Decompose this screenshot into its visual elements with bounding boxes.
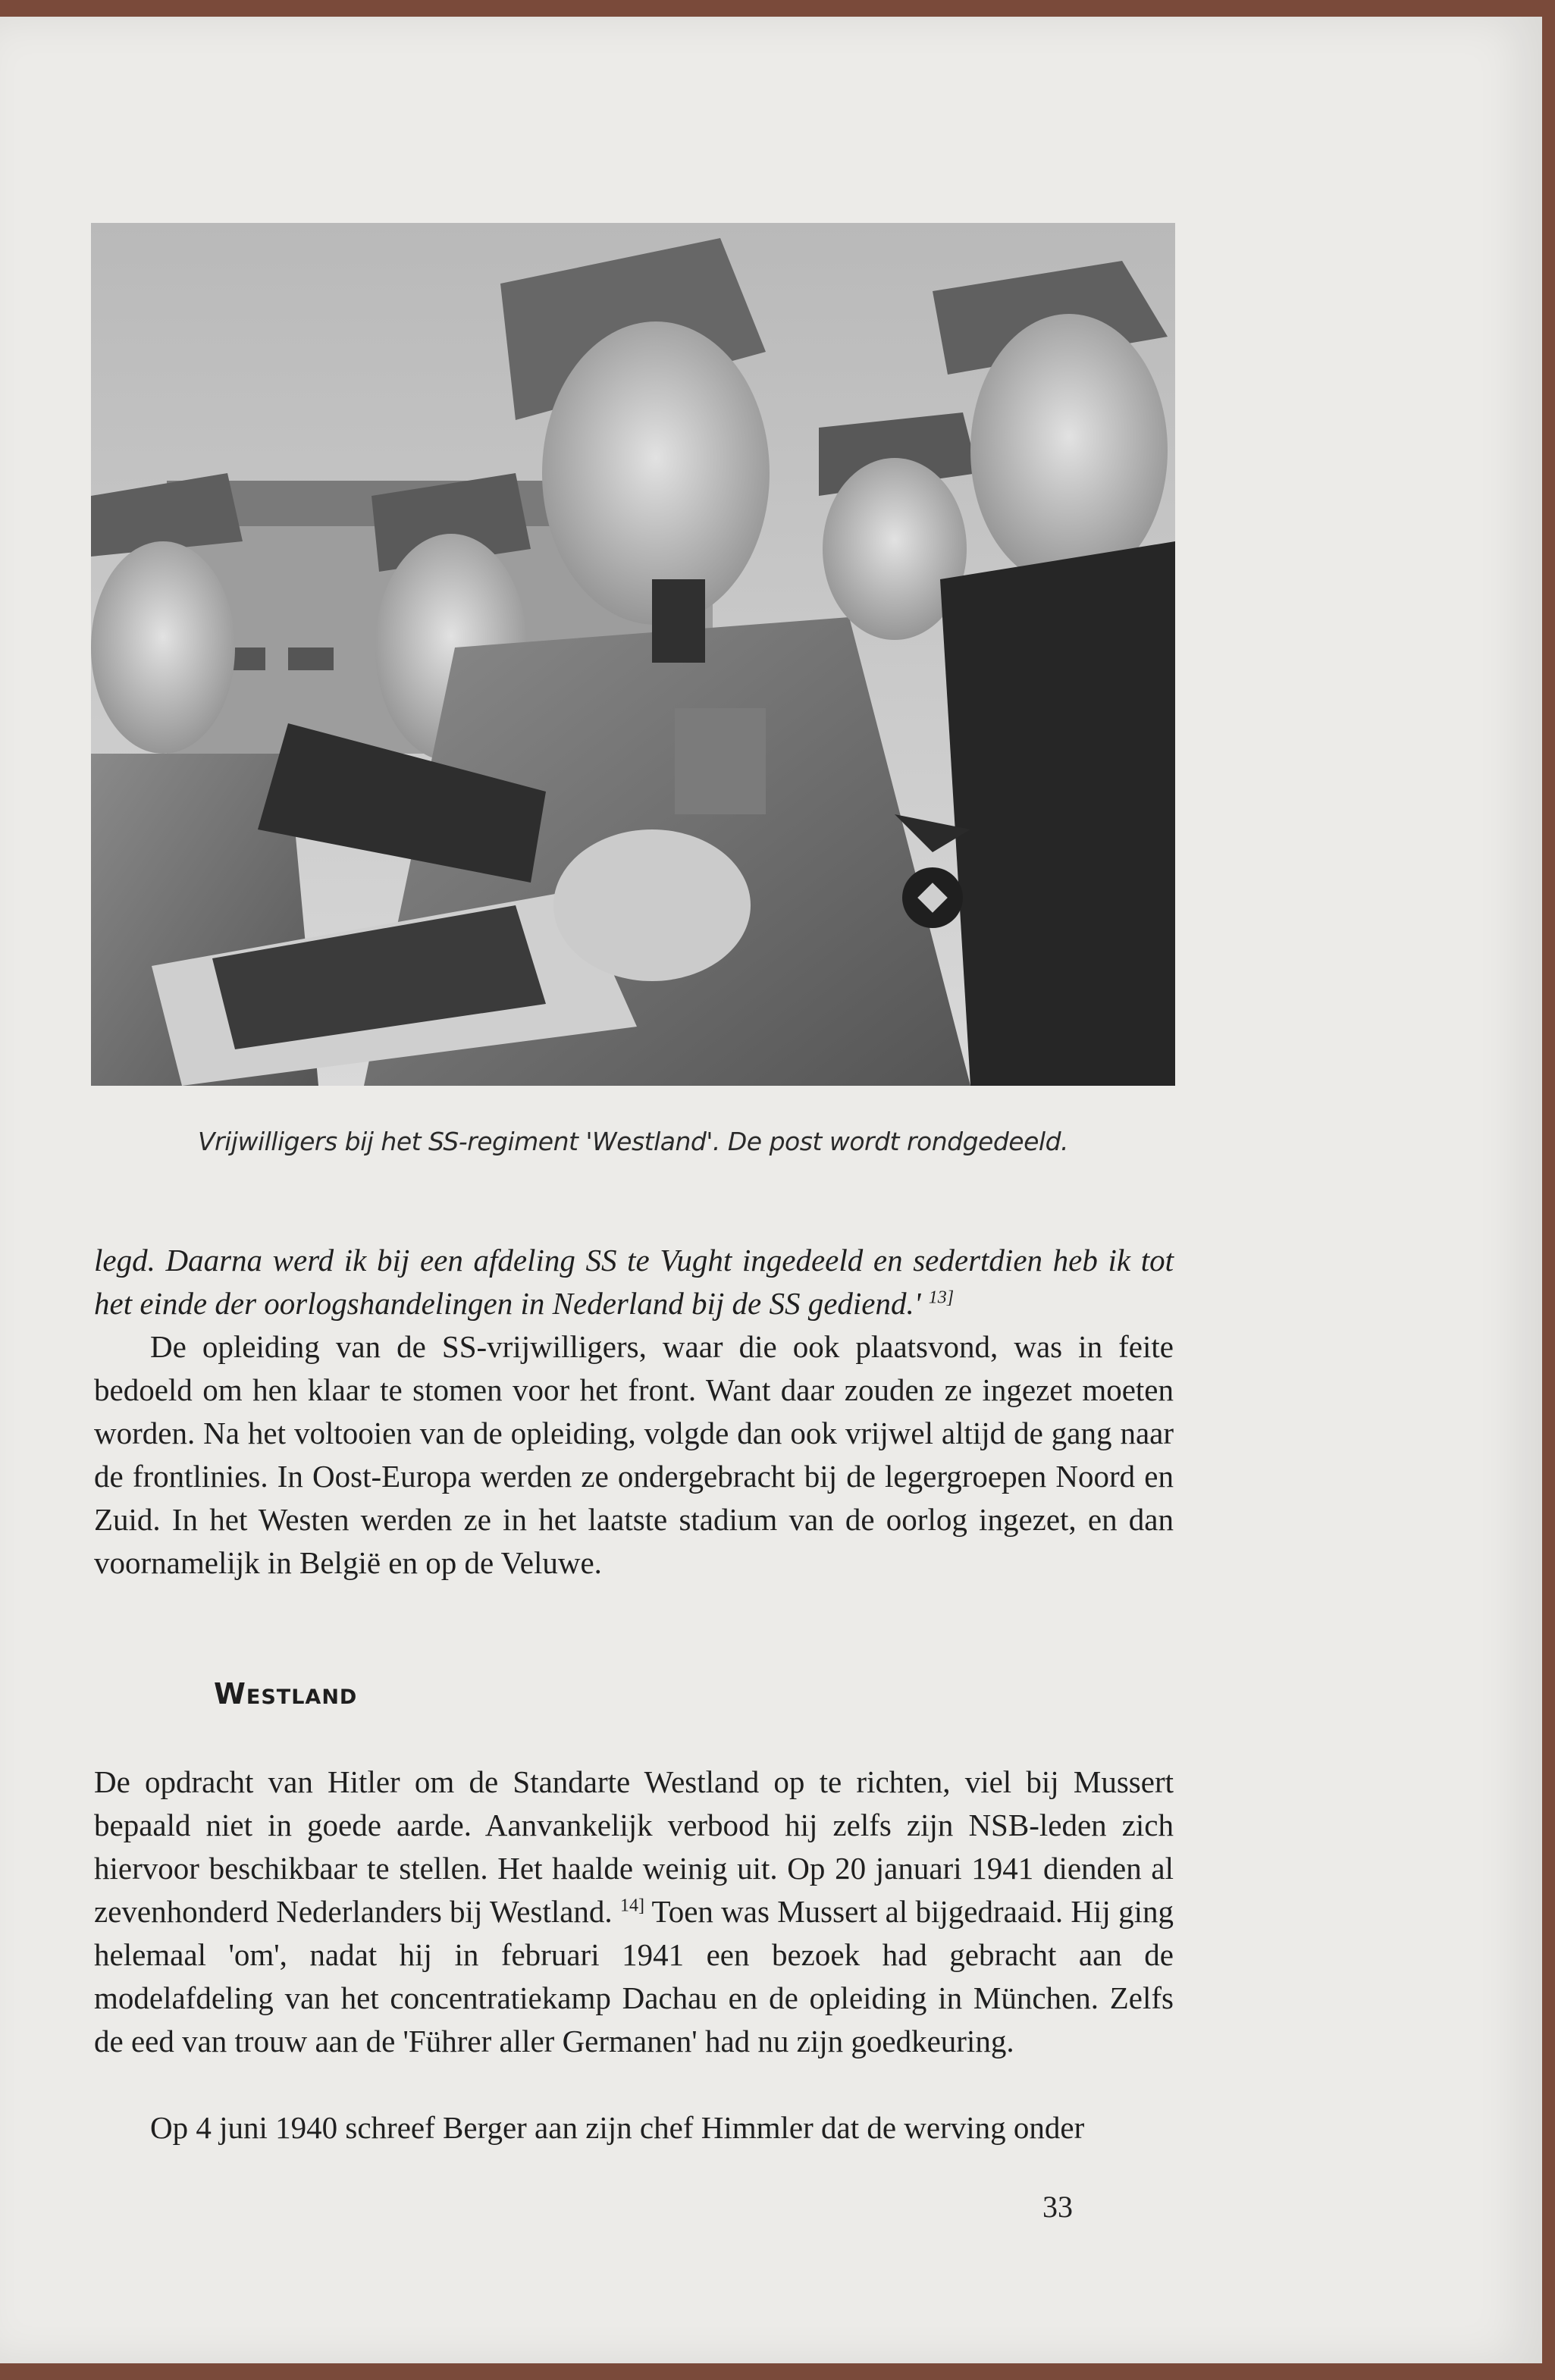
historical-photo xyxy=(91,223,1175,1086)
body-paragraph-3: Op 4 juni 1940 schreef Berger aan zijn chef Himmler dat de werving onder xyxy=(150,2110,1085,2145)
quote-text: legd. Daarna werd ik bij een afdeling SS te Vught ingedeeld en sedertdien heb ik tot het einde der oorlogshandelingen in Nederland bij de SS gediend.' xyxy=(94,1243,1174,1321)
photo-caption: Vrijwilligers bij het SS-regiment 'Westland'. De post wordt rondgedeeld. xyxy=(197,1127,1069,1156)
photo-soldiers-image xyxy=(91,223,1175,1086)
quote-paragraph xyxy=(94,1239,1174,1325)
body-paragraph-1: De opleiding van de SS-vrijwilligers, waar die ook plaatsvond, was in feite bedoeld om hen klaar te stomen voor het front. Want daar zouden ze ingezet moeten worden. Na het voltooien van de opleiding, volgde dan ook vrijwel altijd de gang naar de frontlinies. In Oost-Europa werden ze ondergebracht bij de legergroepen Noord en Zuid. In het Westen werden ze in het laatste stadium van de oorlog ingezet, en dan voornamelijk in België en op de Veluwe. xyxy=(94,1329,1174,1580)
paragraph2-part1: De opdracht van Hitler om de Standarte Westland op te richten, viel bij Mussert bepaald niet in goede aarde. Aanvankelijk verbood hij zelfs zijn NSB-leden zich hiervoor beschikbaar te stellen. Het haalde weinig uit. Op 20 januari 1941 dienden al zevenhonderd Nederlanders bij Westland. xyxy=(94,1764,1174,1929)
footnote-ref-13: 13] xyxy=(928,1287,955,1308)
page-number: 33 xyxy=(1042,2190,1073,2224)
body-paragraph-2 xyxy=(94,1761,1174,2063)
footnote-ref-14: 14] xyxy=(619,1896,644,1916)
section-heading: Westland xyxy=(214,1677,358,1711)
book-page xyxy=(0,17,1542,2363)
paragraph2-part2: Toen was Mussert al bijgedraaid. Hij ging helemaal 'om', nadat hij in februari 1941 een bezoek had gebracht aan de modelafdeling van het concentratiekamp Dachau en de opleiding in München. Zelfs de eed van trouw aan de 'Führer aller Germanen' had nu zijn goedkeuring. xyxy=(94,1894,1174,2059)
